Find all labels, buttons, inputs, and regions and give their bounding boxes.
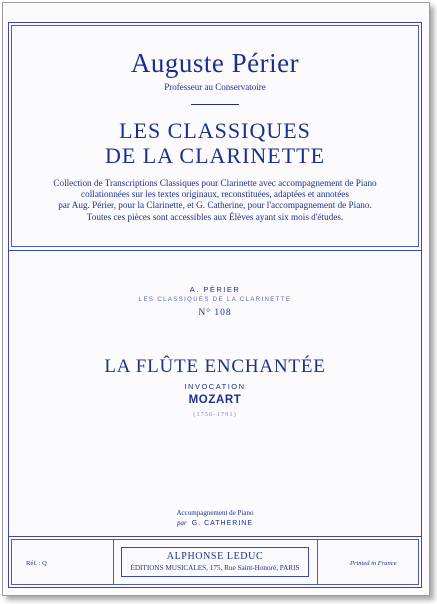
description-line: Toutes ces pièces sont accessibles aux Élèves ayant six mois d'études.	[86, 211, 344, 222]
collection-number: N° 108	[198, 308, 232, 318]
arranger-credit	[8, 519, 422, 527]
collection-series: LES CLASSIQUES DE LA CLARINETTE	[138, 297, 292, 303]
description-line: Collection de Transcriptions Classiques pour Clarinette avec accompagnement de Piano	[53, 178, 377, 188]
collection-author: A. PÉRIER	[189, 285, 241, 294]
author-name: Auguste Périer	[130, 48, 300, 78]
arranger-name: G. CATHERINE	[191, 520, 253, 527]
arranger-by: par	[177, 519, 187, 527]
reference-label: Réf. : Q	[26, 560, 47, 567]
accompaniment-label: Accompagnement de Piano	[176, 509, 254, 517]
composer-name: MOZART	[188, 394, 242, 406]
series-title-line-2: DE LA CLARINETTE	[104, 143, 326, 168]
publisher-name: ALPHONSE LEDUC	[166, 551, 264, 562]
footer-left-divider	[113, 539, 114, 585]
publisher-address: ÉDITIONS MUSICALES, 175, Rue Saint-Honoré, PARIS	[130, 564, 300, 572]
composer-dates: (1756-1791)	[193, 411, 237, 418]
work-subtitle: INVOCATION	[184, 382, 246, 391]
printed-in-label: Printed in France	[350, 560, 397, 567]
work-title: LA FLÛTE ENCHANTÉE	[104, 356, 326, 377]
footer-right-divider	[317, 539, 318, 585]
series-description	[24, 178, 406, 223]
section-divider-top	[8, 250, 422, 251]
description-line: par Aug. Périer, pour la Clarinette, et G. Catherine, pour l'accompagnement de Piano.	[58, 200, 372, 211]
author-role: Professeur au Conservatoire	[164, 82, 266, 92]
series-title-line-1: LES CLASSIQUES	[119, 118, 311, 143]
title-rule	[191, 104, 239, 105]
publisher-box	[121, 547, 309, 577]
section-divider-bottom	[8, 536, 422, 537]
description-line: collationnées sur les textes originaux, reconstituées, adaptées et annotées	[81, 189, 349, 200]
